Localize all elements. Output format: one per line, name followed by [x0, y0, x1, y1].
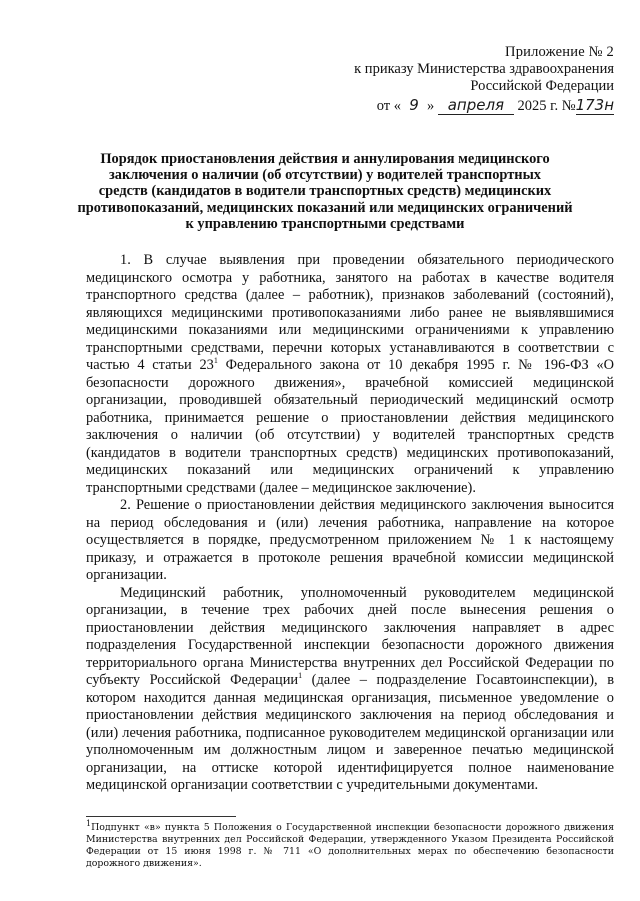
document-title	[70, 151, 580, 232]
paragraph-2: 2. Решение о приостановлении действия медицинского заключения выносится на период обследования и (или) лечения работника, направление на которое осуществляется в порядке, предусмотренном приложением № 1 к настоящему приказу, и отражается в протоколе решения врачебной комиссии медицинской организации.	[86, 497, 614, 583]
date-prefix: от «	[376, 98, 402, 114]
footnote-ref: 1	[213, 356, 218, 366]
title-line: Порядок приостановления действия и аннулирования медицинского	[100, 151, 550, 167]
paragraph-3	[86, 585, 614, 795]
paragraph-1-text-b: Федерального закона от 10 декабря 1995 г. № 196-ФЗ «О безопасности дорожного движения», врачебной комиссией медицинской организации, проводившей обязательный периодический медицинский осмотр работника, принимается решение о приостановлении действия медицинского заключения о наличии (об отсутствии) у водителей транспортных средств (кандидатов в водители транспортных средств) медицинских противопоказаний, медицинских показаний или медицинских ограничений к управлению транспортными средствами (далее – медицинское заключение).	[86, 357, 614, 496]
appendix-ministry: Российской Федерации	[470, 78, 614, 94]
document-body	[86, 252, 614, 795]
appendix-header	[314, 44, 614, 115]
handwritten-order-number: 173н	[575, 96, 614, 114]
title-line: к управлению транспортными средствами	[185, 215, 465, 232]
paragraph-3-text-b: (далее – подразделение Госавтоинспекции), в котором находится данная медицинская организация, письменное уведомление о приостановлении действия медицинского заключения на период обследования и (или) лечения работника, подписанное руководителем медицинской организации или уполномоченным им должностным лицом и заверенное печатью медицинской организации, на оттиске которой идентифицируется полное наименование медицинской организации соответствии с учредительными документами.	[86, 672, 614, 793]
footnote-mark: 1	[86, 818, 92, 828]
handwritten-month: апреля	[438, 97, 514, 115]
title-line: заключения о наличии (об отсутствии) у водителей транспортных	[108, 167, 542, 184]
paragraph-3-text-a: Медицинский работник, уполномоченный руководителем медицинской организации, в течение трех рабочих дней после вынесения решения о приостановлении действия медицинского заключения направляет в адрес подразделения Государственной инспекции безопасности дорожного движения территориального органа Министерства внутренних дел Российской Федерации по субъекту Российской Федерации	[86, 584, 614, 688]
appendix-number: Приложение № 2	[505, 44, 614, 60]
date-year: 2025 г. №	[517, 98, 576, 114]
handwritten-day: 9	[409, 96, 419, 114]
footnote-ref: 1	[298, 671, 303, 681]
footnote-text: Подпункт «в» пункта 5 Положения о Государственной инспекции безопасности дорожного движения Министерства внутренних дел Российской Федерации, утвержденного Указом Президента Российской Федерации от 15 июня 1998 г. № 711 «О дополнительных мерах по обеспечению безопасности дорожного движения».	[86, 822, 614, 869]
footnote-divider	[86, 816, 236, 817]
paragraph-1-text-a: 1. В случае выявления при проведении обязательного периодического медицинского осмотра у работника, занятого на работах в качестве водителя транспортного средства (далее – работник), признаков заболеваний (состояний), являющихся медицинскими противопоказаниями либо ранее не выявлявшимися медицинскими показаниями или медицинскими ограничениями к управлению транспортными средствами, перечни которых устанавливаются в соответствии с частью 4 статьи 23	[86, 252, 614, 373]
date-quote-close: »	[427, 98, 435, 114]
title-line: противопоказаний, медицинских показаний или медицинских ограничений	[77, 199, 573, 216]
appendix-order-ref: к приказу Министерства здравоохранения	[354, 61, 614, 77]
appendix-date-line	[314, 97, 614, 115]
title-line: средств (кандидатов в водители транспортных средств) медицинских	[98, 183, 552, 200]
footnote	[86, 818, 614, 870]
paragraph-1	[86, 252, 614, 497]
